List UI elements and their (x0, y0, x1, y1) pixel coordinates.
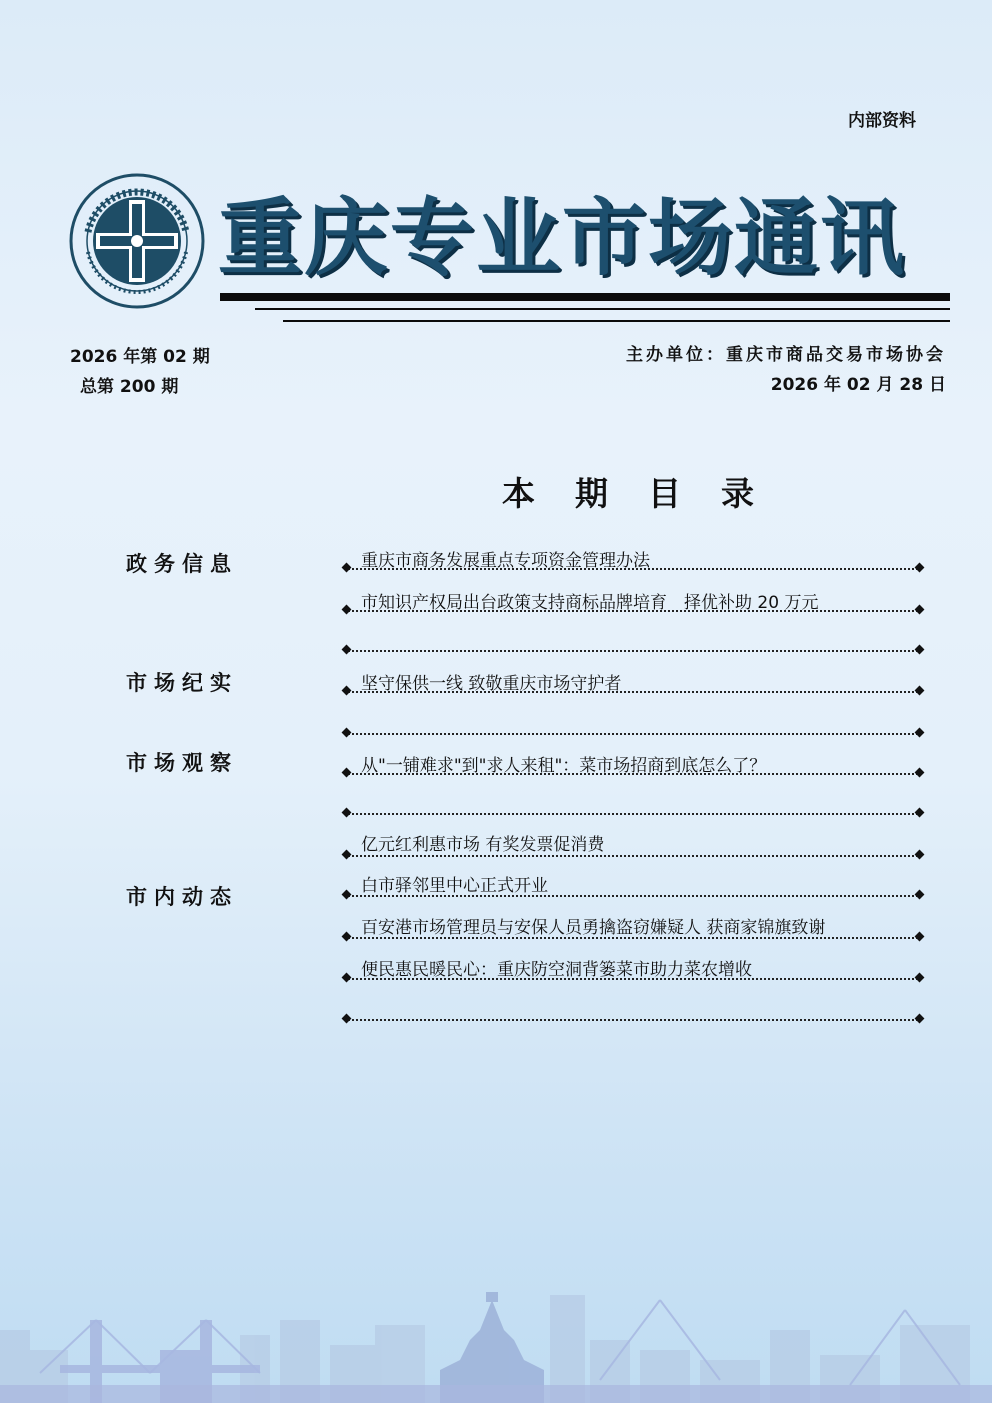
toc-item[interactable]: 市知识产权局出台政策支持商标品牌培育 择优补助 20 万元 (361, 593, 819, 613)
issue-number: 2026 年第 02 期 (70, 347, 210, 367)
toc-item[interactable]: 百安港市场管理员与安保人员勇擒盗窃嫌疑人 获商家锦旗致谢 (361, 918, 826, 938)
association-logo (68, 172, 206, 310)
dotted-leader (348, 773, 918, 775)
toc-item[interactable]: 从"一铺难求"到"求人来租"：菜市场招商到底怎么了？ (361, 756, 767, 776)
header-rule (255, 308, 950, 310)
dotted-leader (348, 650, 918, 652)
host-organization: 主办单位：重庆市商品交易市场协会 (626, 345, 946, 365)
toc-item[interactable]: 亿元红利惠市场 有奖发票促消费 (361, 835, 605, 855)
dotted-leader (348, 610, 918, 612)
toc-title: 本期目录 (502, 474, 794, 513)
total-issue-number: 总第 200 期 (80, 377, 179, 397)
publish-date: 2026 年 02 月 28 日 (770, 375, 946, 395)
toc-item[interactable]: 坚守保供一线 致敬重庆市场守护者 (361, 674, 622, 694)
dotted-leader (348, 813, 918, 815)
confidential-label: 内部资料 (848, 111, 916, 131)
section-label: 市场观察 (126, 751, 238, 775)
section-label: 政务信息 (126, 552, 238, 576)
section-label: 市内动态 (126, 885, 238, 909)
city-skyline-illustration (0, 1290, 992, 1403)
dotted-leader (348, 937, 918, 939)
dotted-leader (348, 978, 918, 980)
dotted-leader (348, 568, 918, 570)
toc-item[interactable]: 重庆市商务发展重点专项资金管理办法 (361, 551, 650, 571)
header-rule (220, 293, 950, 301)
dotted-leader (348, 895, 918, 897)
dotted-leader (348, 691, 918, 693)
dotted-leader (348, 733, 918, 735)
dotted-leader (348, 855, 918, 857)
header-rule (283, 320, 950, 322)
toc-item[interactable]: 白市驿邻里中心正式开业 (361, 876, 548, 896)
toc-item[interactable]: 便民惠民暖民心：重庆防空洞背篓菜市助力菜农增收 (361, 960, 752, 980)
dotted-leader (348, 1019, 918, 1021)
masthead-title: 重庆专业市场通讯 (218, 189, 907, 287)
section-label: 市场纪实 (126, 671, 238, 695)
